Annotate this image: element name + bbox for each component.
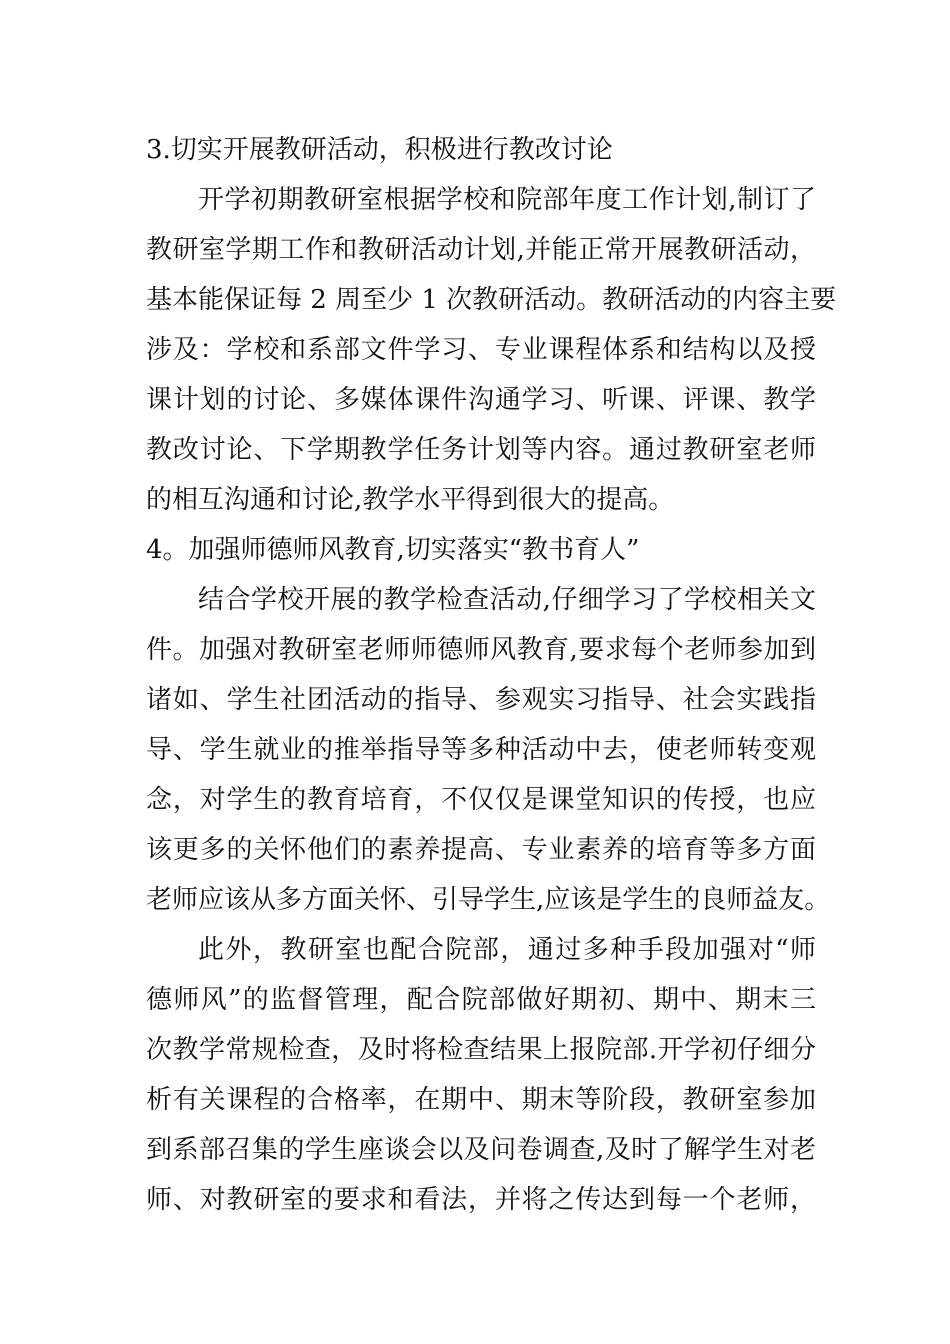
- paragraph-line: 析有关课程的合格率，在期中、期末等阶段，教研室参加: [146, 1085, 816, 1115]
- paragraph-line: 结合学校开展的教学检查活动,仔细学习了学校相关文: [198, 585, 816, 615]
- paragraph-line: 课计划的讨论、多媒体课件沟通学习、听课、评课、教学: [146, 385, 816, 415]
- paragraph-line: 到系部召集的学生座谈会以及问卷调查,及时了解学生对老: [146, 1135, 816, 1165]
- paragraph-line: 该更多的关怀他们的素养提高、专业素养的培育等多方面: [146, 835, 816, 865]
- paragraph-line: 基本能保证每 2 周至少 1 次教研活动。教研活动的内容主要: [146, 285, 837, 315]
- paragraph-line: 教研室学期工作和教研活动计划,并能正常开展教研活动，: [146, 235, 816, 265]
- section-heading: 4。加强师德师风教育,切实落实“教书育人”: [146, 535, 640, 565]
- paragraph-line: 念，对学生的教育培育，不仅仅是课堂知识的传授，也应: [146, 785, 816, 815]
- paragraph-line: 开学初期教研室根据学校和院部年度工作计划,制订了: [198, 185, 816, 215]
- paragraph-line: 件。加强对教研室老师师德师风教育,要求每个老师参加到: [146, 635, 816, 665]
- paragraph-line: 教改讨论、下学期教学任务计划等内容。通过教研室老师: [146, 435, 816, 465]
- paragraph-line: 导、学生就业的推举指导等多种活动中去，使老师转变观: [146, 735, 816, 765]
- paragraph-line: 老师应该从多方面关怀、引导学生,应该是学生的良师益友。: [146, 885, 831, 915]
- section-heading: 3.切实开展教研活动，积极进行教改讨论: [146, 135, 613, 165]
- paragraph-line: 次教学常规检查，及时将检查结果上报院部.开学初仔细分: [146, 1035, 816, 1065]
- paragraph-line: 的相互沟通和讨论,教学水平得到很大的提高。: [146, 485, 675, 515]
- paragraph-line: 师、对教研室的要求和看法，并将之传达到每一个老师，: [146, 1185, 816, 1215]
- paragraph-line: 涉及：学校和系部文件学习、专业课程体系和结构以及授: [146, 335, 816, 365]
- paragraph-line: 德师风”的监督管理，配合院部做好期初、期中、期末三: [146, 985, 816, 1015]
- paragraph-line: 诸如、学生社团活动的指导、参观实习指导、社会实践指: [146, 685, 816, 715]
- paragraph-line: 此外，教研室也配合院部，通过多种手段加强对“师: [198, 935, 816, 965]
